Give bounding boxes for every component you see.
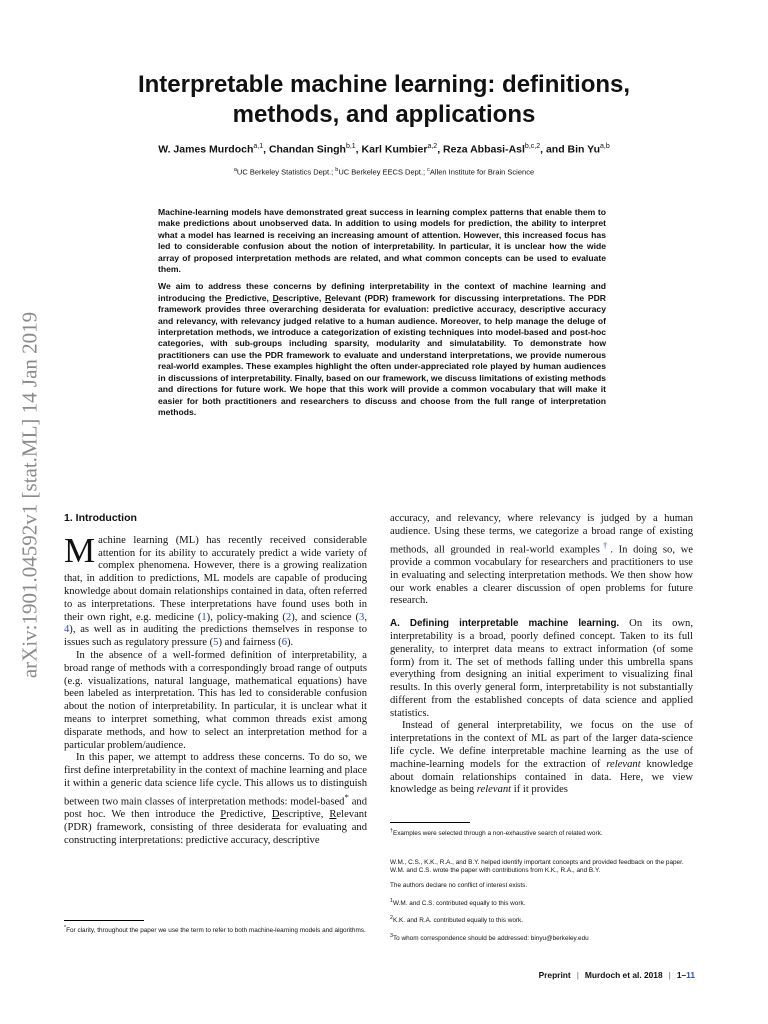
page-footer: Preprint | Murdoch et al. 2018 | 1–11	[538, 970, 695, 980]
author-affil-mark: b,c,2	[524, 143, 541, 150]
right-paragraph-3: Instead of general interpretability, we focus on the use of interpretations in the context of ML as part of the larger data-science life cycle. We define interpretable machine learning as the use of machine-learning models for the extraction of relevant knowledge about domain relationships contained in data. Here, we view knowledge as being relevant if it provides	[390, 720, 693, 796]
abstract-paragraph-2: We aim to address these concerns by defining interpretability in the context of machine learning and introducing the Predictive, Descriptive, Relevant (PDR) framework for discussing interpretations. The PDR framework provides three overarching desiderata for evaluation: predictive accuracy, descriptive accuracy and relevancy, with relevancy judged relative to a human audience. Moreover, to help manage the deluge of interpretation methods, we introduce a categorization of existing techniques into model-based and post-hoc categories, with sub-groups including sparsity, modularity and simulatability. To demonstrate how practitioners can use the PDR framework to evaluate and understand interpretations, we provide numerous real-world examples. These examples highlight the often under-appreciated role played by human audiences in discussions of interpretability. Finally, based on our framework, we discuss limitations of existing methods and directions for future work. We hope that this work will provide a common vocabulary that will make it easier for both practitioners and researchers to discuss and choose from the full range of interpretation methods.	[158, 281, 606, 417]
equal-contribution-2: $^2$K.K. and R.A. contributed equally to this work.	[390, 915, 523, 925]
left-column	[64, 512, 367, 847]
author-name: Chandan Singh	[268, 143, 346, 156]
correspondence: $^3$To whom correspondence should be addressed: binyu@berkeley.edu	[390, 932, 589, 943]
author-name: Karl Kumbier	[361, 143, 428, 156]
footnote-dagger: †Examples were selected through a non-exhaustive search of related work.	[390, 828, 603, 838]
author-affil-mark: a,1	[253, 143, 264, 150]
citation-link[interactable]: 2	[285, 611, 292, 623]
paper-title	[100, 70, 668, 130]
author-affil-mark: a,b	[600, 143, 610, 150]
citation-link[interactable]: 4	[64, 624, 70, 636]
citation-link[interactable]: 6	[281, 637, 287, 649]
citation-link[interactable]: 5	[213, 637, 219, 649]
intro-paragraph-1: Machine learning (ML) has recently received considerable attention for its ability to accurately predict a wide variety of complex phenomena. However, there is a growing realization that, in addition to predictions, ML models are capable of producing knowledge about domain relationships contained in data, often referred to as interpretations. These interpretations have found uses both in their own right, e.g. medicine (1), policy-making (2), and science (3, 4), as well as in auditing the predictions themselves in response to issues such as regulatory pressure (5) and fairness (6).	[64, 530, 367, 649]
author-affil-mark: a,2	[427, 143, 438, 150]
affiliations: $^a$UC Berkeley Statistics Dept.; $^b$UC Berkeley EECS Dept.; $^c$Allen Institute for Brain Science	[233, 167, 535, 177]
footnote-ref-dagger[interactable]: †	[599, 539, 611, 550]
footer-year: 2018	[643, 970, 663, 980]
arxiv-side-stamp: arXiv:1901.04592v1 [stat.ML] 14 Jan 2019	[17, 311, 42, 679]
author-name: Reza Abbasi-Asl	[443, 143, 525, 156]
footer-authors: Murdoch et al.	[584, 970, 642, 980]
right-column	[390, 513, 693, 797]
right-footnotes	[390, 822, 693, 950]
footnote-ref-star[interactable]: *	[344, 791, 349, 802]
equal-contribution-1: $^1$W.M. and C.S. contributed equally to this work.	[390, 897, 526, 907]
abstract-paragraph-1: Machine-learning models have demonstrated great success in learning complex patterns that enable them to make predictions about unobserved data. In addition to using models for prediction, the ability to interpret what a model has learned is receiving an increasing amount of attention. However, this increased focus has led to considerable confusion about the notion of interpretability. In particular, it is unclear how the wide array of proposed interpretation methods are related, and what common concepts can be used to evaluate them.	[158, 207, 606, 275]
authors-and: , and	[540, 143, 568, 156]
author-name: Bin Yu	[567, 143, 601, 156]
author-affil-mark: b,1	[345, 143, 356, 150]
footnote-rule	[390, 822, 470, 823]
subsection-heading: A. Defining interpretable machine learning.	[390, 618, 620, 630]
author-contributions: W.M., C.S., K.K., R.A., and B.Y. helped identify important concepts and provided feedback on the paper. W.M. and C.S. wrote the paper with contributions from K.K., R.A., and B.Y.	[390, 858, 684, 875]
author-list: W. James Murdoch$^{a,1}$, Chandan Singh$^{b,1}$, Karl Kumbier$^{a,2}$, Reza Abbasi-Asl$^{b,c,2}$, and Bin Yu$^{a,b}$	[158, 143, 610, 156]
conflict-statement: The authors declare no conflict of interest exists.	[390, 881, 528, 889]
footnote-star: *For clarity, throughout the paper we use the term to refer to both machine-learning models and algorithms.	[64, 925, 366, 935]
last-page-link[interactable]: 11	[686, 970, 695, 980]
author-name: W. James Murdoch	[158, 143, 254, 156]
footer-pages: 1–11	[676, 970, 695, 980]
intro-paragraph-3: In this paper, we attempt to address these concerns. To do so, we first define interpretability in the context of machine learning and place it within a generic data science life cycle. This allows us to distinguish between two main classes of interpretation methods: model-based* and post hoc. We then introduce the Predictive, Descriptive, Relevant (PDR) framework, consisting of three desiderata for evaluating and constructing interpretations: predictive accuracy, descriptive	[64, 752, 368, 846]
drop-cap: M	[64, 530, 96, 570]
abstract	[158, 207, 606, 424]
citation-link[interactable]: 1	[201, 611, 207, 623]
footer-venue: Preprint	[538, 970, 571, 980]
title-line-2: methods, and applications	[232, 101, 536, 128]
citation-link[interactable]: 3	[359, 611, 365, 623]
right-paragraph-1: accuracy, and relevancy, where relevancy is judged by a human audience. Using these terms, we categorize a broad range of existing methods, all grounded in real-world examples†. In doing so, we provide a common vocabulary for researchers and practitioners to use in evaluating and selecting interpretation methods. We then show how our work enables a clearer discussion of open problems for future research.	[390, 513, 693, 607]
title-line-1: Interpretable machine learning: definitions,	[137, 71, 631, 98]
intro-paragraph-2: In the absence of a well-formed definition of interpretability, a broad range of methods with a correspondingly broad range of outputs (e.g. visualizations, natural language, mathematical equations) have been labeled as interpretation. This has led to considerable confusion about the notion of interpretability. In particular, it is unclear what it means to interpret something, what common threads exist among disparate methods, and how to select an interpretation method for a particular problem/audience.	[64, 649, 367, 751]
section-heading-introduction: 1. Introduction	[64, 512, 137, 524]
subsection-paragraph: A. Defining interpretable machine learning. On its own, interpretability is a broad, poorly defined concept. Taken to its full generality, to interpret data means to extract information (of some form) from it. The set of methods falling under this umbrella spans everything from designing an initial experiment to visualizing final results. In this overly general form, interpretability is not substantially different from the established concepts of data science and applied statistics.	[390, 618, 693, 719]
